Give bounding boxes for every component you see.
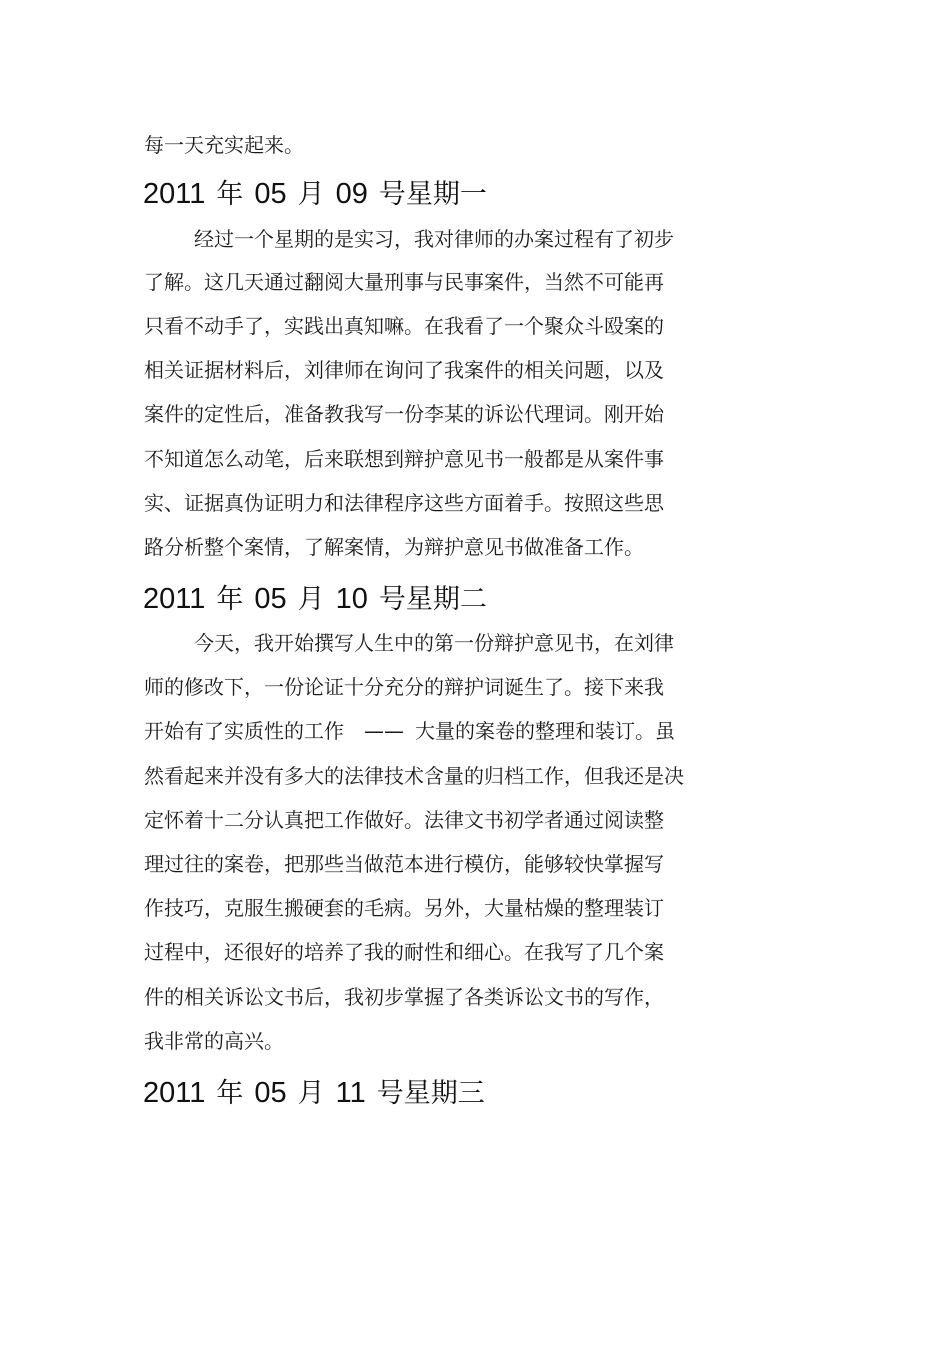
heading-year-unit: 年 [216,179,244,210]
entry2-line-7: 作技巧，克服生搬硬套的毛病。另外，大量枯燥的整理装订 [144,896,664,920]
entry1-line-1: 经过一个星期的是实习，我对律师的办案过程有了初步 [194,227,674,251]
heading-day-suffix: 号星期二 [378,584,487,615]
entry2-line-10: 我非常的高兴。 [144,1029,284,1053]
entry2-line-6: 理过往的案卷，把那些当做范本进行模仿，能够较快掌握写 [144,852,664,876]
heading-year: 2011 [143,583,206,615]
heading-year-unit: 年 [216,584,244,615]
heading-year: 2011 [143,1077,206,1109]
heading-day: 10 [335,583,368,615]
heading-month: 05 [254,1077,287,1109]
entry2-line-3 [144,718,675,744]
heading-day-suffix: 号星期三 [376,1078,485,1109]
heading-month-unit: 月 [297,179,325,210]
entry1-line-2: 了解。这几天通过翻阅大量刑事与民事案件，当然不可能再 [144,270,664,294]
heading-month: 05 [254,583,287,615]
line-text-part: 大量的案卷的整理和装订。虽 [415,719,675,743]
heading-day: 11 [335,1077,366,1109]
entry2-line-4: 然看起来并没有多大的法律技术含量的归档工作，但我还是决 [144,764,684,788]
entry2-line-9: 件的相关诉讼文书后，我初步掌握了各类诉讼文书的写作， [144,985,664,1009]
entry2-line-1: 今天，我开始撰写人生中的第一份辩护意见书，在刘律 [194,631,674,655]
entry-heading-0510 [143,582,487,617]
entry-heading-0509 [143,177,487,212]
entry2-line-8: 过程中，还很好的培养了我的耐性和细心。在我写了几个案 [144,940,664,964]
entry1-line-7: 实、证据真伪证明力和法律程序这些方面着手。按照这些思 [144,491,664,515]
line-text-part: 开始有了实质性的工作 [144,719,344,743]
heading-month-unit: 月 [297,1078,325,1109]
entry1-line-3: 只看不动手了，实践出真知嘛。在我看了一个聚众斗殴案的 [144,314,664,338]
heading-month: 05 [254,178,287,210]
entry-heading-0511 [143,1076,485,1111]
intro-tail-line: 每一天充实起来。 [144,133,304,157]
heading-year: 2011 [143,178,206,210]
entry1-line-5: 案件的定性后，准备教我写一份李某的诉讼代理词。刚开始 [144,402,664,426]
entry1-line-6: 不知道怎么动笔，后来联想到辩护意见书一般都是从案件事 [144,447,664,471]
heading-day-suffix: 号星期一 [378,179,487,210]
heading-day: 09 [335,178,368,210]
entry2-line-5: 定怀着十二分认真把工作做好。法律文书初学者通过阅读整 [144,808,664,832]
em-dash: —— [364,719,404,743]
entry2-line-2: 师的修改下，一份论证十分充分的辩护词诞生了。接下来我 [144,675,664,699]
entry1-line-4: 相关证据材料后，刘律师在询问了我案件的相关问题，以及 [144,358,664,382]
heading-month-unit: 月 [297,584,325,615]
entry1-line-8: 路分析整个案情，了解案情，为辩护意见书做准备工作。 [144,535,644,559]
heading-year-unit: 年 [216,1078,244,1109]
